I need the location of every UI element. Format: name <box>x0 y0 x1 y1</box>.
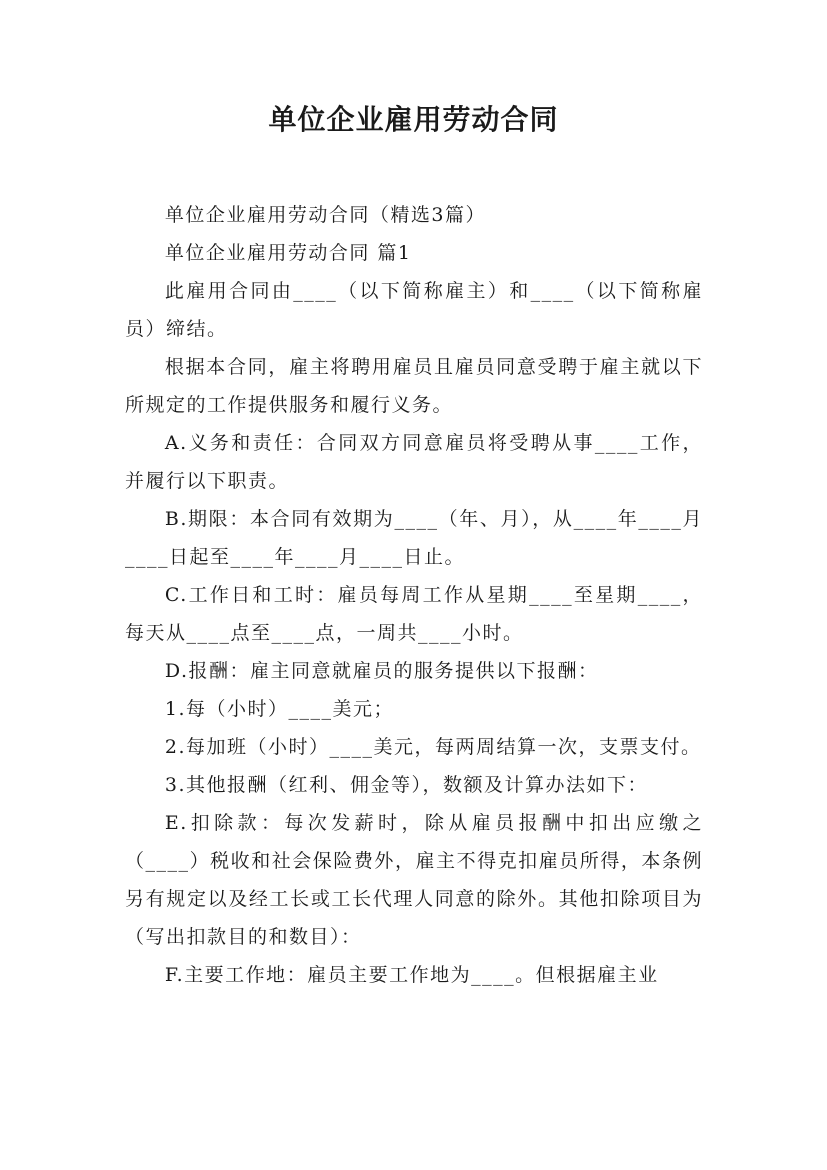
document-body <box>125 196 703 994</box>
paragraph-pay-item-2: 2.每加班（小时）____美元，每两周结算一次，支票支付。 <box>164 736 702 758</box>
paragraph-agreement: 根据本合同，雇主将聘用雇员且雇员同意受聘于雇主就以下所规定的工作提供服务和履行义务。 <box>125 356 703 416</box>
paragraph-subtitle: 单位企业雇用劳动合同（精选3篇） <box>164 204 486 226</box>
paragraph-clause-c: C.工作日和工时：雇员每周工作从星期____至星期____，每天从____点至____点，一周共____小时。 <box>125 584 703 644</box>
paragraph-clause-f: F.主要工作地：雇员主要工作地为____。但根据雇主业 <box>164 964 659 986</box>
paragraph-clause-b: B.期限：本合同有效期为____（年、月），从____年____月____日起至____年____月____日止。 <box>125 508 703 568</box>
document-title: 单位企业雇用劳动合同 <box>268 103 559 136</box>
paragraph-clause-d: D.报酬：雇主同意就雇员的服务提供以下报酬： <box>164 660 599 682</box>
paragraph-section-heading: 单位企业雇用劳动合同 篇1 <box>164 242 412 264</box>
paragraph-clause-e: E.扣除款：每次发薪时，除从雇员报酬中扣出应缴之（____）税收和社会保险费外，雇主不得克扣雇员所得，本条例另有规定以及经工长或工长代理人同意的除外。其他扣除项目为（写出扣款目的和数目）： <box>125 812 703 948</box>
paragraph-pay-item-1: 1.每（小时）____美元； <box>164 698 395 720</box>
paragraph-pay-item-3: 3.其他报酬（红利、佣金等），数额及计算办法如下： <box>164 774 649 796</box>
paragraph-parties: 此雇用合同由____（以下简称雇主）和____（以下简称雇员）缔结。 <box>125 280 703 340</box>
paragraph-clause-a: A.义务和责任：合同双方同意雇员将受聘从事____工作，并履行以下职责。 <box>125 432 703 492</box>
